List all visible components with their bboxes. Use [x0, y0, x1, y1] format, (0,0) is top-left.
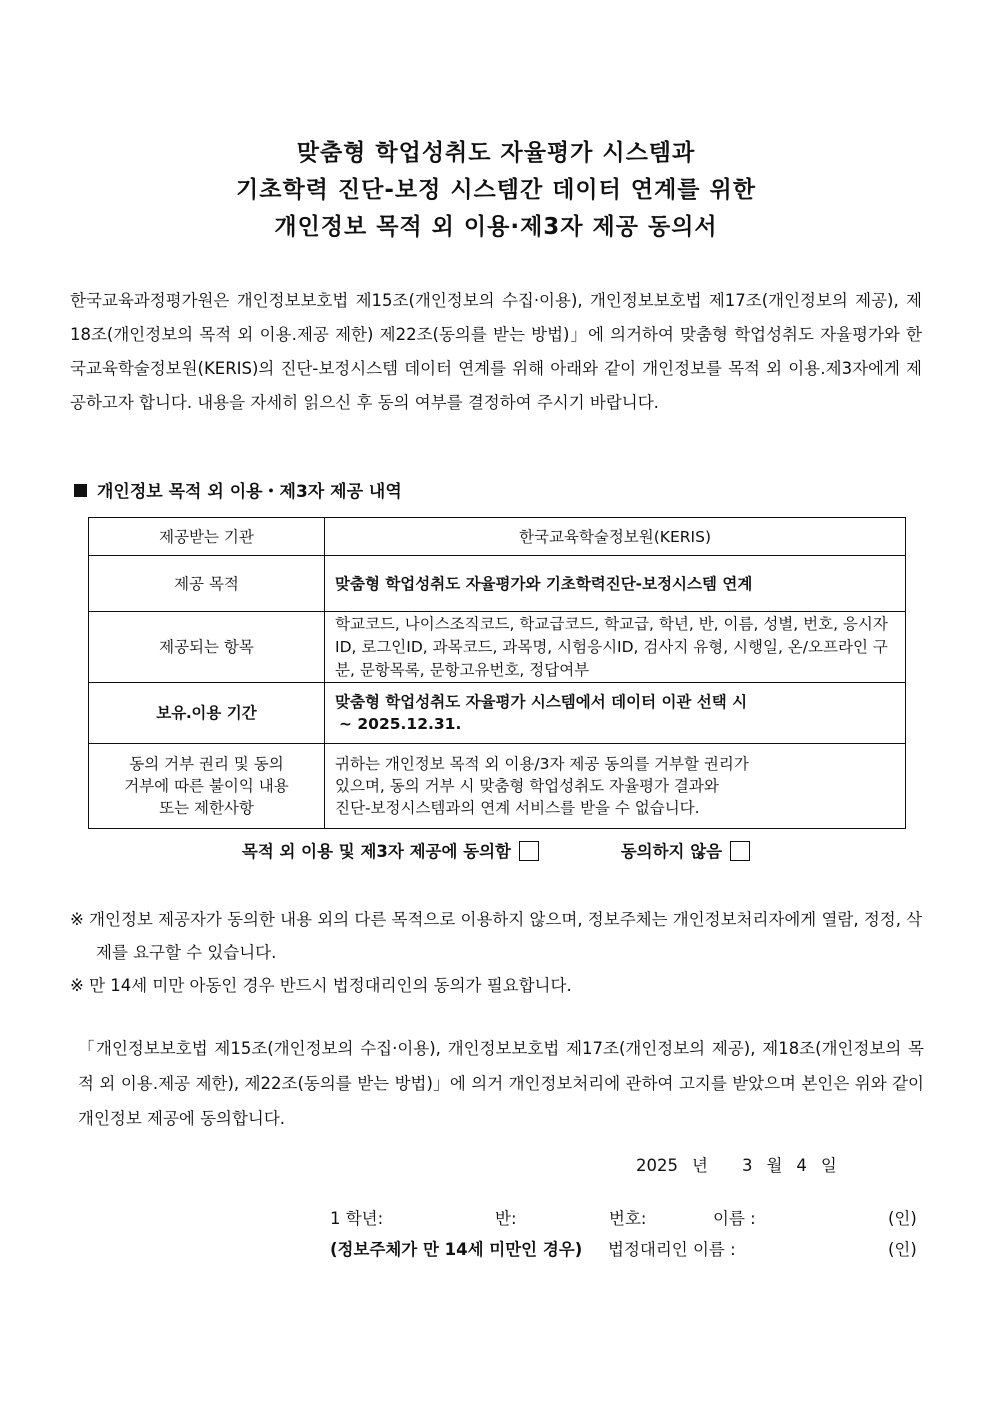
section-title — [74, 477, 402, 502]
date-day-unit: 일 — [820, 1156, 837, 1175]
intro-paragraph: 한국교육과정평가원은 개인정보보호법 제15조(개인정보의 수집·이용), 개인정보보호법 제17조(개인정보의 제공), 제18조(개인정보의 목적 외 이용․제공 제한) 제22조(동의를 받는 방법)」에 의거하여 맞춤형 학업성취도 자율평가와 한국교육학술정보원(KERIS)의 진단-보정시스템 데이터 연계를 위해 아래와 같이 개인정보를 목적 외 이용․제3자에게 제공하고자 합니다. 내용을 자세히 읽으신 후 동의 여부를 결정하여 주시기 바랍니다. — [70, 291, 922, 412]
date-month-unit: 월 — [766, 1156, 783, 1175]
legal-acknowledgement: 「개인정보보호법 제15조(개인정보의 수집·이용), 개인정보보호법 제17조(개인정보의 제공), 제18조(개인정보의 목적 외 이용․제공 제한), 제22조(동의를 받는 방법)」에 의거 개인정보처리에 관하여 고지를 받았으며 본인은 위와 같이 개인정보 제공에 동의합니다. — [78, 1039, 924, 1128]
refusal-value-line-1: 귀하는 개인정보 목적 외 이용/3자 제공 동의를 거부할 권리가 — [335, 755, 749, 773]
note-item: ※ 만 14세 미만 아동인 경우 반드시 법정대리인의 동의가 필요합니다. — [70, 976, 572, 995]
date-year-unit: 년 — [692, 1156, 708, 1175]
provision-details-table — [88, 517, 906, 829]
items-label: 제공되는 항목 — [89, 612, 325, 683]
refusal-label — [89, 744, 325, 829]
purpose-label: 제공 목적 — [89, 556, 325, 612]
period-value-line-2: ~ 2025.12.31. — [339, 715, 462, 733]
agree-checkbox[interactable] — [519, 841, 539, 861]
refusal-label-line-1: 동의 거부 권리 및 동의 — [129, 755, 284, 773]
period-label: 보유․이용 기간 — [89, 683, 325, 744]
notes-list — [70, 903, 930, 1002]
date-day: 4 — [796, 1156, 807, 1175]
table-row — [89, 683, 906, 744]
guardian-seal: (인) — [888, 1240, 917, 1259]
agree-label: 목적 외 이용 및 제3자 제공에 동의함 — [241, 842, 511, 861]
agree-option — [242, 838, 539, 862]
guardian-name-label: 법정대리인 이름 : — [608, 1240, 736, 1259]
refusal-value-line-3: 진단-보정시스템과의 연계 서비스를 받을 수 없습니다. — [335, 799, 700, 817]
square-bullet-icon — [74, 484, 87, 497]
refusal-value-line-2: 있으며, 동의 거부 시 맞춤형 학업성취도 자율평가 결과와 — [335, 777, 719, 795]
disagree-option — [621, 838, 750, 862]
table-row — [89, 518, 906, 556]
disagree-checkbox[interactable] — [730, 841, 750, 861]
title-line-2: 기초학력 진단-보정 시스템간 데이터 연계를 위한 — [236, 177, 756, 203]
class-label: 반: — [495, 1209, 517, 1228]
refusal-label-line-2: 거부에 따른 불이익 내용 — [124, 777, 289, 795]
refusal-label-line-3: 또는 제한사항 — [159, 799, 254, 817]
table-row — [89, 612, 906, 683]
refusal-value — [325, 744, 906, 829]
consent-options — [0, 838, 992, 862]
document-title — [0, 135, 992, 246]
period-value — [325, 683, 906, 744]
items-value: 학교코드, 나이스조직코드, 학교급코드, 학교급, 학년, 반, 이름, 성별, 번호, 응시자ID, 로그인ID, 과목코드, 과목명, 시험응시ID, 검사지 유형, 시행일, 온/오프라인 구분, 문항목록, 문항고유번호, 정답여부 — [325, 612, 906, 683]
period-value-line-1: 맞춤형 학업성취도 자율평가 시스템에서 데이터 이관 선택 시 — [335, 693, 748, 711]
recipient-value: 한국교육학술정보원(KERIS) — [325, 518, 906, 556]
recipient-label: 제공받는 기관 — [89, 518, 325, 556]
guardian-condition-note: (정보주체가 만 14세 미만인 경우) — [330, 1240, 583, 1259]
table-row — [89, 556, 906, 612]
date-month: 3 — [741, 1156, 753, 1175]
table-row — [89, 744, 906, 829]
title-line-3: 개인정보 목적 외 이용·제3자 제공 동의서 — [274, 214, 718, 240]
number-label: 번호: — [609, 1209, 647, 1228]
title-line-1: 맞춤형 학업성취도 자율평가 시스템과 — [296, 140, 696, 166]
purpose-value: 맞춤형 학업성취도 자율평가와 기초학력진단-보정시스템 연계 — [325, 556, 906, 612]
note-item: ※ 개인정보 제공자가 동의한 내용 외의 다른 목적으로 이용하지 않으며, 정보주체는 개인정보처리자에게 열람, 정정, 삭제를 요구할 수 있습니다. — [70, 910, 923, 962]
consent-date — [636, 1152, 851, 1176]
section-title-text: 개인정보 목적 외 이용・제3자 제공 내역 — [97, 482, 402, 502]
grade-label: 1 학년: — [330, 1209, 384, 1228]
date-year: 2025 — [636, 1156, 678, 1175]
student-seal: (인) — [888, 1209, 917, 1228]
disagree-label: 동의하지 않음 — [620, 842, 723, 861]
name-label: 이름 : — [713, 1209, 756, 1228]
